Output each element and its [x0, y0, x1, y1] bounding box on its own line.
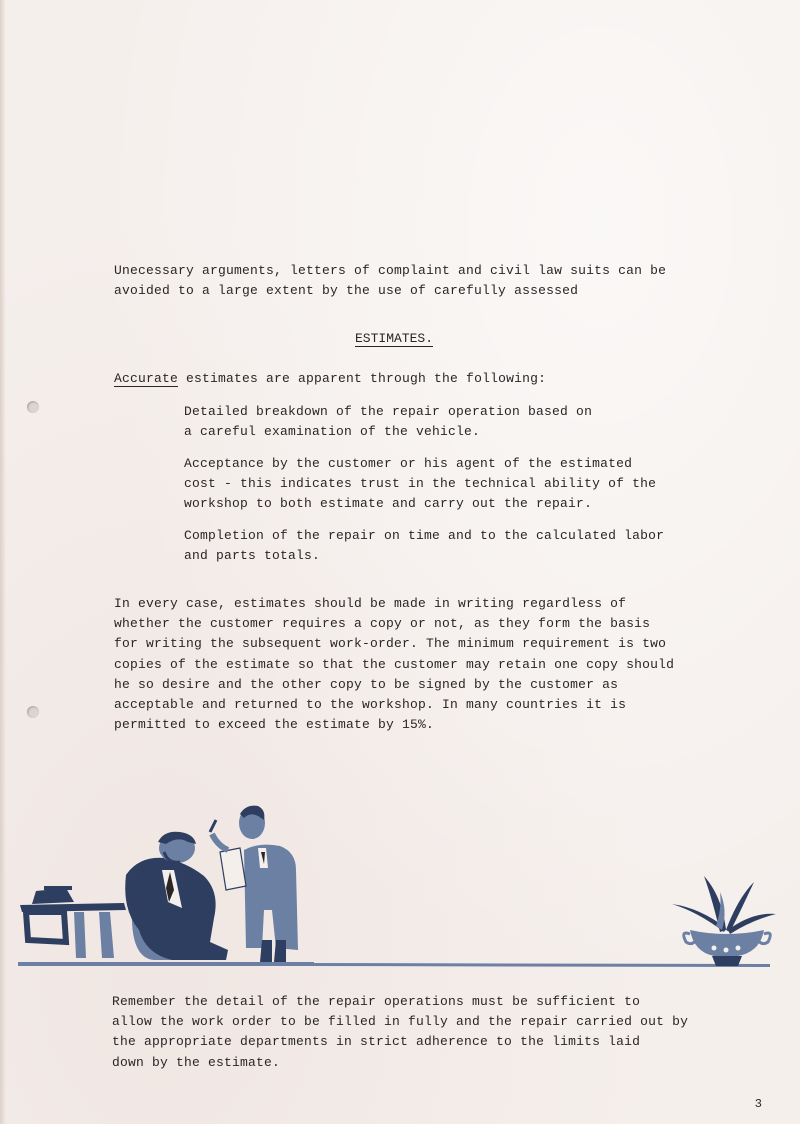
desk-leg-mid — [74, 912, 86, 958]
punch-hole-bottom — [27, 706, 39, 718]
point-3: Completion of the repair on time and to the calculated labor and parts totals. — [184, 528, 665, 564]
section-heading: ESTIMATES. — [355, 331, 434, 346]
lead-underlined-word: Accurate — [114, 371, 179, 386]
hat-icon — [32, 888, 74, 904]
page-number: 3 — [754, 1097, 762, 1111]
closing-paragraph: Remember the detail of the repair operations must be sufficient to allow the work order to be filled in fully and the repair carried out by the appropriate departments in strict adherence to the limits laid down by the estimate. — [112, 994, 689, 1070]
intro-line-1: Unecessary arguments, letters of complaint and civil law suits can be — [114, 263, 667, 278]
pencil-icon — [210, 820, 216, 832]
lead-sentence — [114, 371, 546, 386]
mechanic-leg-left — [260, 940, 272, 962]
body-paragraph: In every case, estimates should be made in writing regardless of whether the customer requires a copy or not, as they form the basis for writing the subsequent work-order. The minimum requirement is two copies of the estimate so that the customer may retain one copy should he so desire and the other copy to be signed by the customer as acceptable and returned to the workshop. In many countries it is permitted to exceed the estimate by 15%. — [114, 596, 675, 733]
desk-leg-left — [26, 912, 66, 942]
potted-plant — [668, 868, 778, 970]
intro-line-2: avoided to a large extent by the use of carefully assessed — [114, 283, 579, 298]
estimate-sheet-icon — [220, 848, 246, 890]
pot-base — [712, 956, 742, 966]
point-2: Acceptance by the customer or his agent of the estimated cost - this indicates trust in the technical ability of the workshop to both estimate and carry out the repair. — [184, 456, 657, 512]
pot-dot-1 — [712, 946, 717, 951]
mechanic-coat — [244, 845, 298, 950]
page-edge — [0, 0, 6, 1124]
estimate-illustration — [14, 790, 314, 975]
mechanic-leg-right — [274, 940, 286, 962]
mechanic-arm — [212, 834, 228, 850]
lead-rest: estimates are apparent through the following: — [178, 371, 547, 386]
hat-brim — [44, 886, 72, 890]
desk-leg-right — [99, 912, 114, 958]
point-1: Detailed breakdown of the repair operation based on a careful examination of the vehicle. — [184, 404, 593, 440]
punch-hole-top — [27, 401, 39, 413]
pot-dot-3 — [736, 946, 741, 951]
pot-dot-2 — [724, 948, 729, 953]
floor-line-left — [18, 962, 314, 966]
